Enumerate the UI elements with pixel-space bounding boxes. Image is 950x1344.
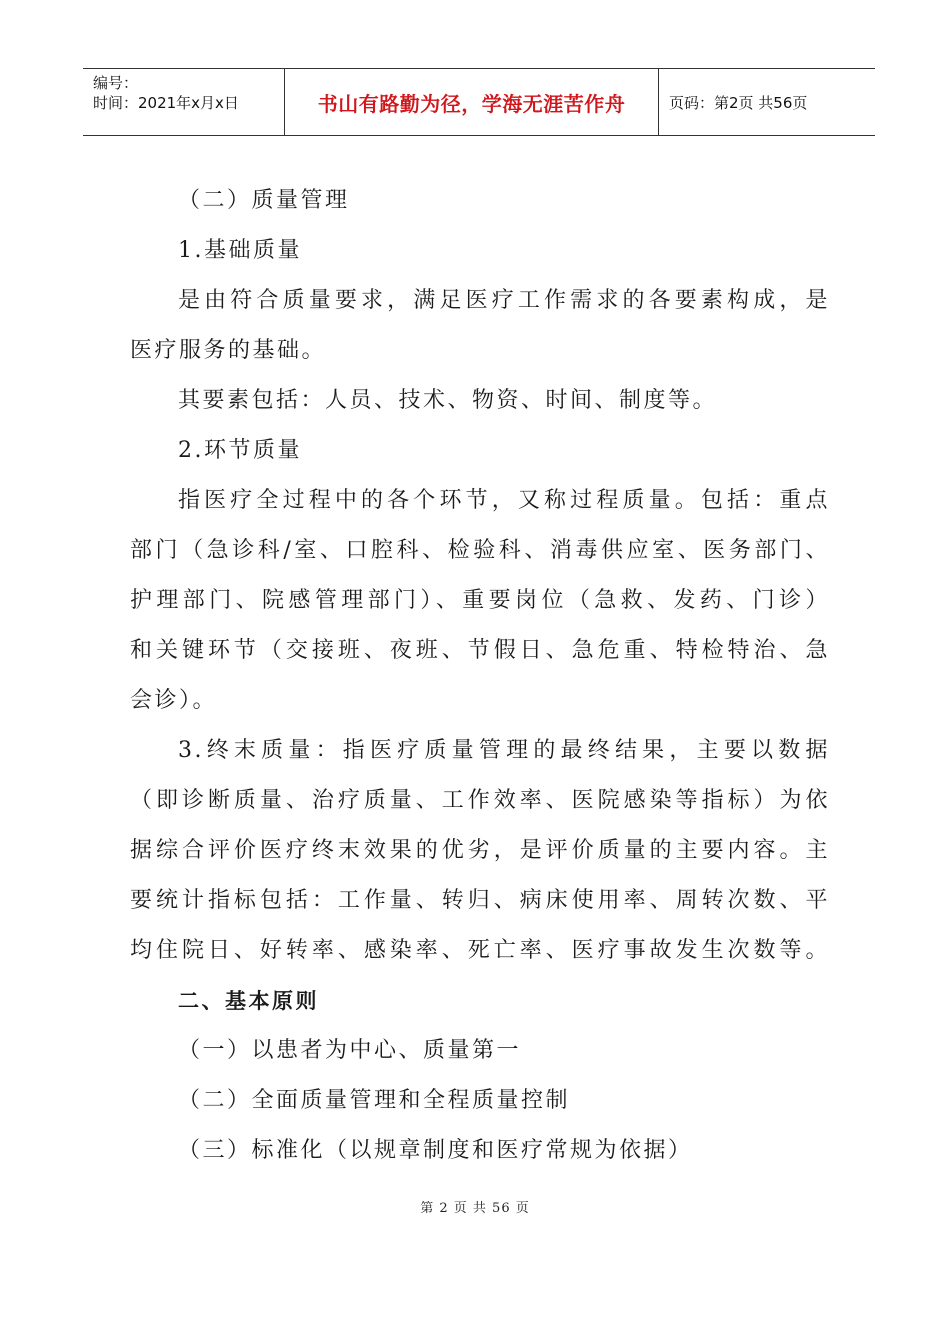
paragraph-line: 3.终末质量：指医疗质量管理的最终结果，主要以数据 [178,738,830,763]
section-heading-quality-management: （二）质量管理 [178,188,350,213]
principle-item: （三）标准化（以规章制度和医疗常规为依据） [178,1138,693,1163]
paragraph-line: 是由符合质量要求，满足医疗工作需求的各要素构成，是 [178,288,830,313]
serial-label: 编号： [93,74,139,92]
page-header [83,68,875,136]
paragraph-line: 其要素包括：人员、技术、物资、时间、制度等。 [178,388,718,413]
paragraph-line: 护理部门、院感管理部门）、重要岗位（急救、发药、门诊） [130,588,830,613]
paragraph-line: 要统计指标包括：工作量、转归、病床使用率、周转次数、平 [130,888,830,913]
document-body [130,176,830,1176]
header-page-number: 页码：第2页 共56页 [669,93,808,112]
paragraph-line: 指医疗全过程中的各个环节，又称过程质量。包括：重点 [178,488,830,513]
paragraph-line: 部门（急诊科/室、口腔科、检验科、消毒供应室、医务部门、 [130,538,830,563]
header-motto: 书山有路勤为径，学海无涯苦作舟 [285,69,659,135]
section-heading-basic-principles: 二、基本原则 [178,989,319,1013]
paragraph-line: 均住院日、好转率、感染率、死亡率、医疗事故发生次数等。 [130,938,830,963]
paragraph-line: 据综合评价医疗终末效果的优劣，是评价质量的主要内容。主 [130,838,830,863]
header-meta [83,69,285,135]
paragraph-line: 和关键环节（交接班、夜班、节假日、急危重、特检特治、急 [130,638,830,663]
principle-item: （一）以患者为中心、质量第一 [178,1038,522,1063]
paragraph-line: （即诊断质量、治疗质量、工作效率、医院感染等指标）为依 [130,788,830,813]
subheading-process-quality: 2.环节质量 [178,438,302,463]
page-footer: 第 2 页 共 56 页 [420,1201,530,1216]
subheading-basic-quality: 1.基础质量 [178,238,302,263]
paragraph-line: 医疗服务的基础。 [130,338,327,363]
principle-item: （二）全面质量管理和全程质量控制 [178,1088,571,1113]
date-label: 时间：2021年x月x日 [93,94,239,112]
paragraph-line: 会诊）。 [130,688,218,713]
